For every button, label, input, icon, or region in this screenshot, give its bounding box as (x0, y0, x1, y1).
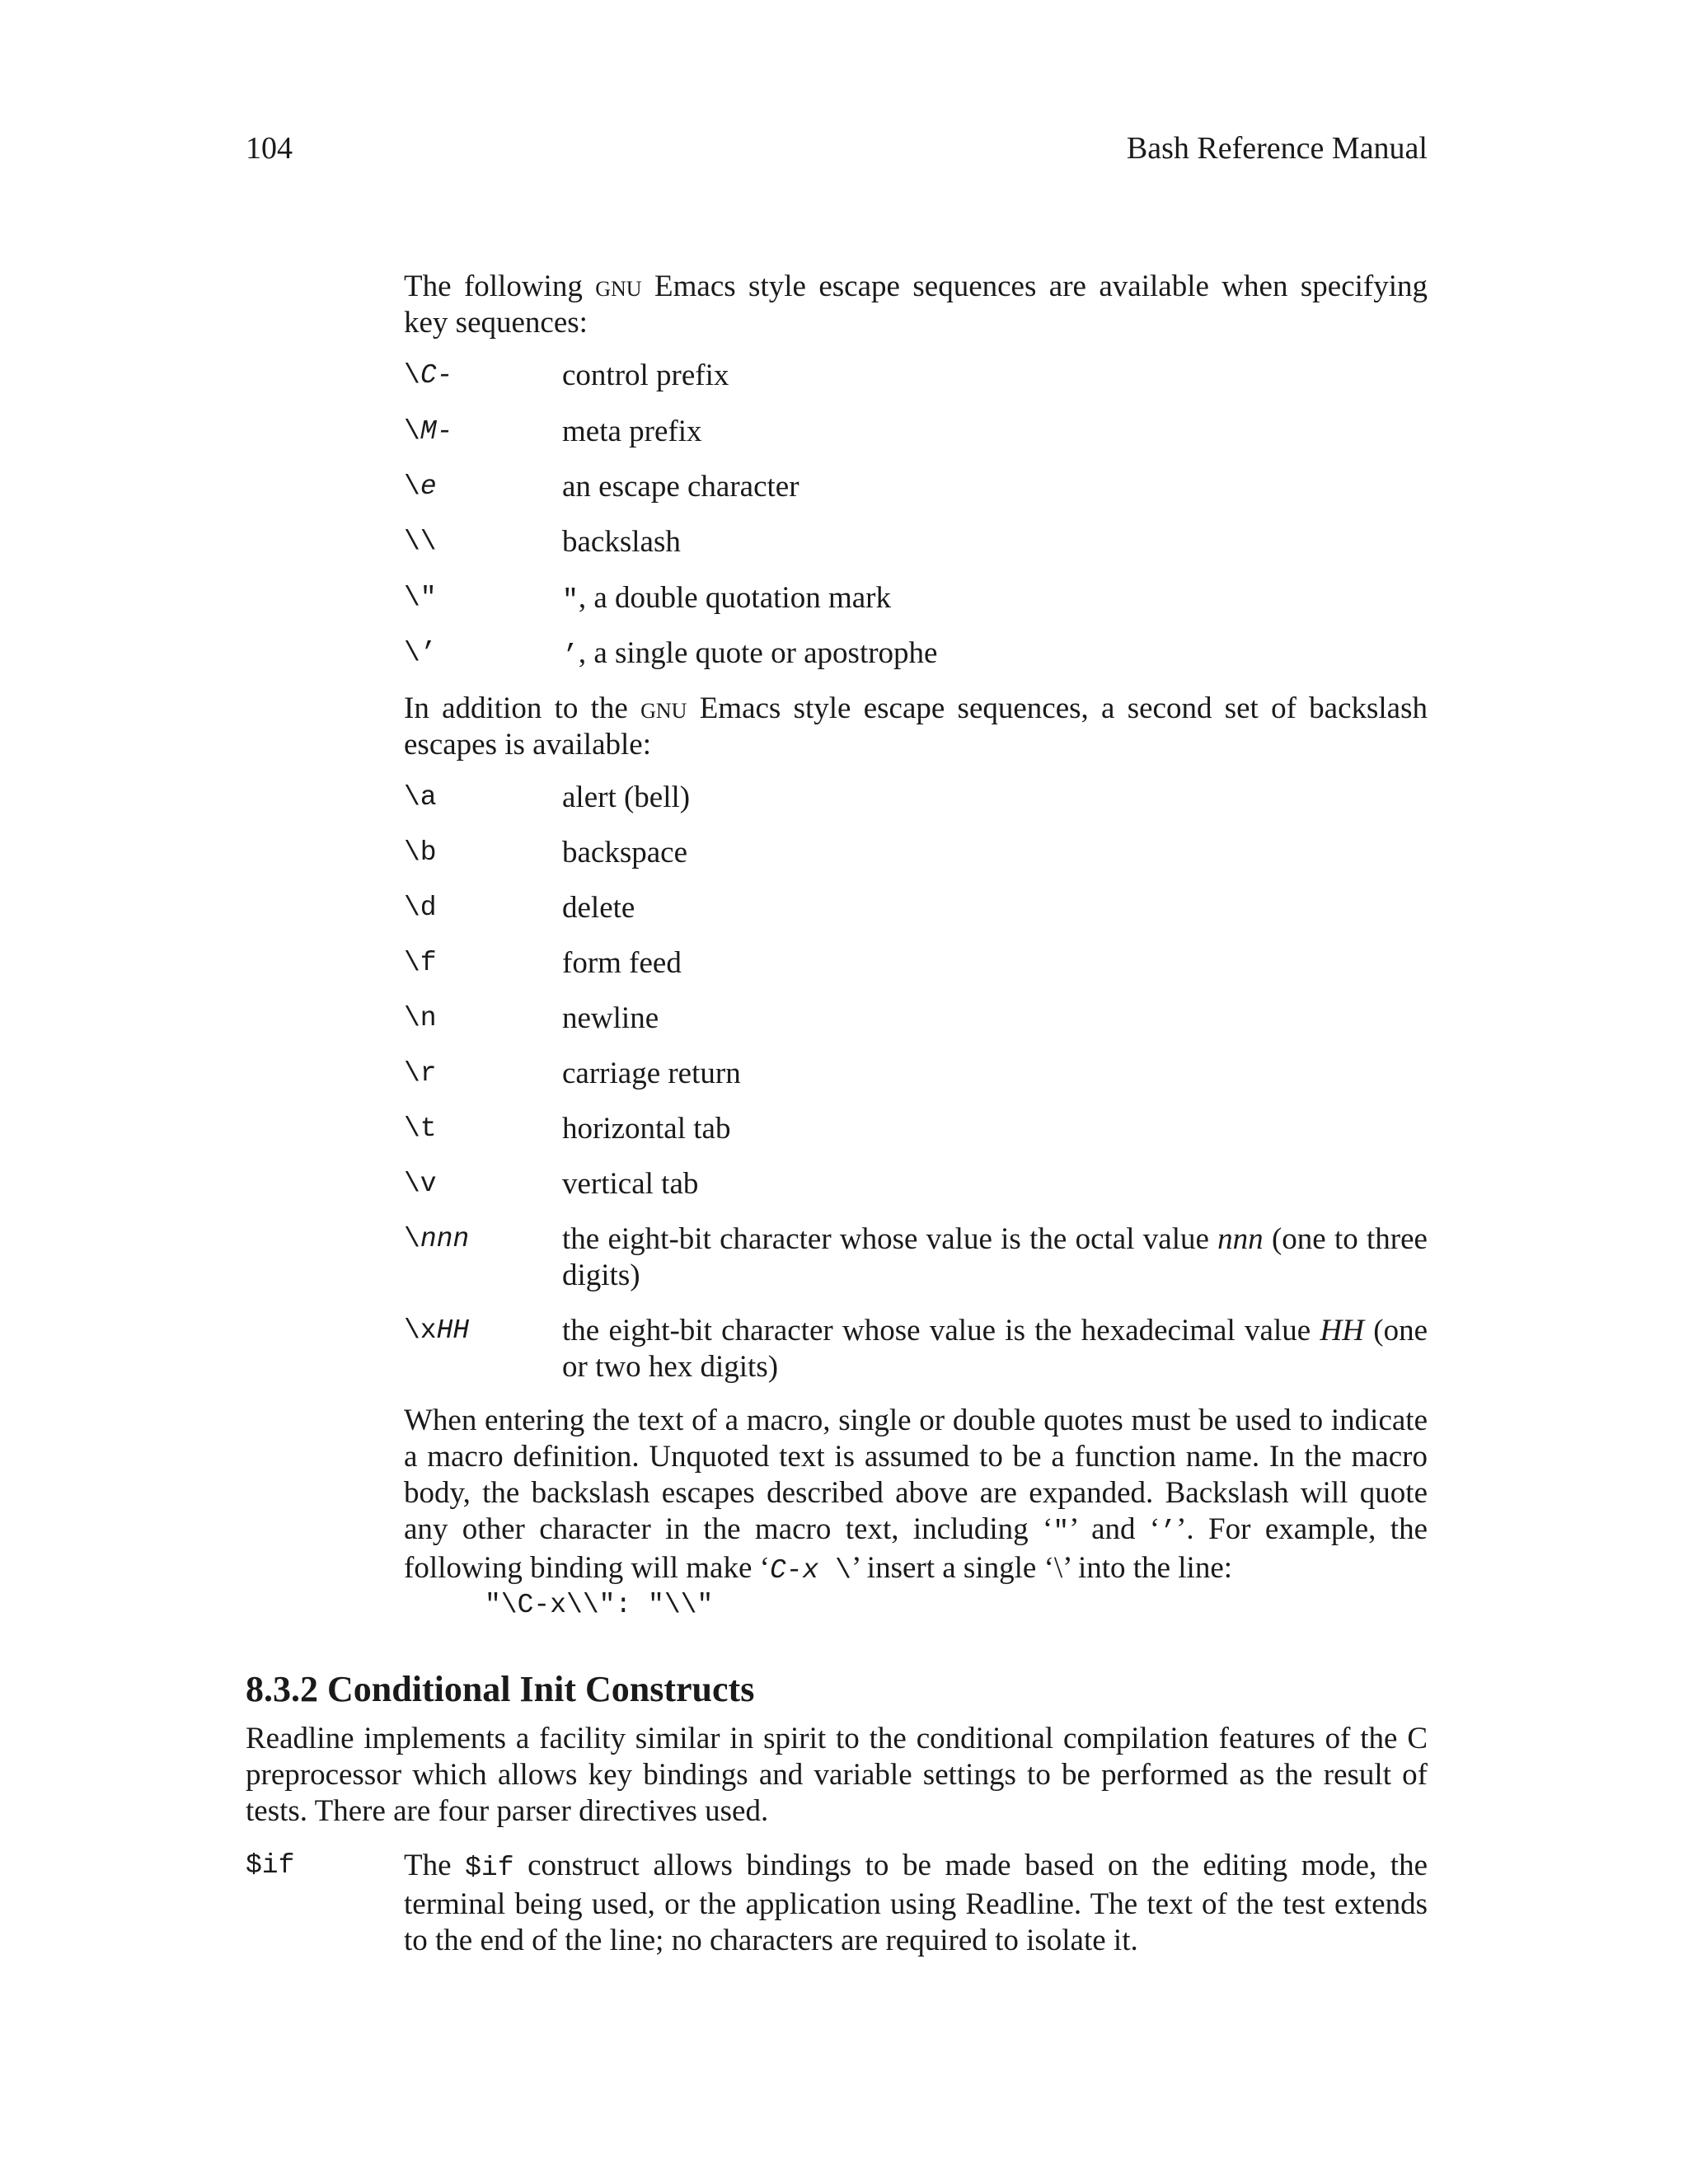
macro-text-2: ’ and ‘ (1069, 1512, 1160, 1546)
escape-desc (562, 1221, 1428, 1294)
directive-desc-after: construct allows bindings to be made based on the editing mode, the terminal being used, or the application using Readline. The text of the test extends to the end of the line; no characters are required to isolate it. (404, 1849, 1428, 1957)
escape-desc-text: , a single quote or apostrophe (578, 636, 938, 670)
escape-code: \n (404, 1003, 437, 1033)
desc-italic: HH (1320, 1314, 1364, 1347)
escape-desc: backspace (562, 836, 688, 869)
escape-desc: vertical tab (562, 1167, 699, 1201)
macro-cx: C-x (769, 1555, 819, 1586)
directive-desc (404, 1848, 1428, 1959)
intro-paragraph-1 (404, 269, 1428, 341)
macro-quote-single: ’ (1160, 1516, 1177, 1547)
escape-desc: an escape character (562, 470, 799, 504)
macro-quote-double: " (1053, 1516, 1070, 1547)
desc-before: the eight-bit character whose value is the octal value (562, 1222, 1218, 1256)
escape-desc: backslash (562, 525, 681, 559)
desc-before: the eight-bit character whose value is the hexadecimal value (562, 1314, 1320, 1347)
escape-name: C- (420, 360, 453, 391)
escape-desc: meta prefix (562, 415, 702, 448)
escape-desc: form feed (562, 946, 682, 980)
code-prefix: \ (404, 1224, 420, 1254)
running-title: Bash Reference Manual (1126, 131, 1428, 166)
intro1-before: The following (404, 269, 596, 303)
directive-desc-code: $if (465, 1853, 514, 1883)
macro-text-4: ’ insert a single ‘\’ into the line: (851, 1551, 1233, 1585)
escape-code: \d (404, 893, 437, 923)
escape-desc (562, 580, 1428, 619)
escape-name: e (420, 471, 437, 502)
escape-term: \\ (404, 527, 437, 557)
intro2-after: Emacs style escape sequences, a second set of backslash escapes is available: (404, 691, 1428, 762)
code-prefix: \x (404, 1315, 437, 1346)
code-italic: nnn (420, 1224, 470, 1254)
escape-desc: delete (562, 891, 635, 925)
gnu-acronym: gnu (595, 269, 642, 303)
escape-prefix: \ (404, 360, 420, 391)
intro2-before: In addition to the (404, 691, 641, 725)
escape-code: \a (404, 782, 437, 813)
escape-code: \b (404, 837, 437, 868)
escape-term (404, 469, 437, 505)
escape-term (404, 414, 452, 450)
desc-after: (one to three digits) (562, 1222, 1428, 1292)
desc-after: (one or two hex digits) (562, 1314, 1428, 1384)
escape-desc (562, 635, 1428, 674)
escape-code: \v (404, 1169, 437, 1199)
escape-code: \t (404, 1113, 437, 1144)
escape-term: \" (404, 583, 437, 613)
escape-desc-code: ’ (562, 640, 579, 671)
escape-desc: alert (bell) (562, 780, 691, 814)
section-paragraph: Readline implements a facility similar in spirit to the conditional compilation features of the C preprocessor which allows key bindings and variable settings to be performed as the result of tests. There are four parser directives used. (246, 1722, 1428, 1828)
escape-desc: control prefix (562, 359, 729, 392)
section-title: 8.3.2 Conditional Init Constructs (246, 1669, 755, 1709)
escape-code: \r (404, 1058, 437, 1089)
intro-paragraph-2 (404, 691, 1428, 763)
desc-italic: nnn (1217, 1222, 1264, 1256)
escape-code (404, 1313, 469, 1349)
page-number: 104 (246, 131, 293, 166)
escape-term (404, 358, 452, 394)
escape-term: \’ (404, 638, 437, 668)
macro-paragraph (404, 1403, 1428, 1589)
escape-desc: horizontal tab (562, 1112, 731, 1146)
intro1-after: Emacs style escape sequences are available when specifying key sequences: (404, 269, 1428, 340)
escape-code (404, 1221, 469, 1258)
escape-desc-text: , a double quotation mark (578, 581, 891, 615)
escape-code: \f (404, 948, 437, 978)
macro-text-1: When entering the text of a macro, single or double quotes must be used to indicate a macro definition. Unquoted text is assumed to be a function name. In the macro body, the backslash escapes described above are expanded. Backslash will quote any other character in the macro text, including ‘ (404, 1404, 1428, 1546)
directive-term: $if (246, 1850, 295, 1881)
code-italic: HH (436, 1315, 470, 1346)
example-code: "\C-x\\": "\\" (485, 1590, 714, 1620)
page-header (246, 130, 1428, 171)
directive-desc-before: The (404, 1849, 466, 1882)
escape-desc: newline (562, 1001, 659, 1035)
escape-prefix: \ (404, 416, 420, 447)
escape-prefix: \ (404, 471, 420, 502)
escape-desc-code: " (562, 585, 579, 616)
gnu-acronym: gnu (640, 691, 687, 725)
escape-desc (562, 1313, 1428, 1385)
macro-text-3: ’. For example, the following binding will make ‘ (404, 1512, 1428, 1585)
escape-name: M- (420, 416, 453, 447)
macro-backslash: \ (818, 1555, 851, 1586)
escape-desc: carriage return (562, 1057, 741, 1090)
